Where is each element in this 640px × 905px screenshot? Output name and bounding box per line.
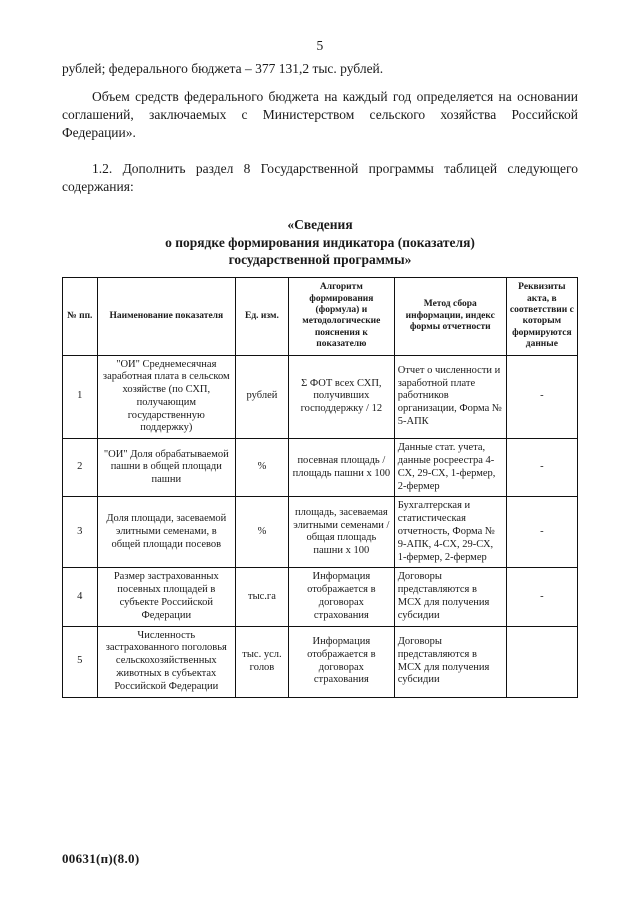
cell-unit: тыс.га	[236, 568, 289, 626]
cell-number: 3	[63, 497, 98, 568]
table-header-number: № пп.	[63, 278, 98, 355]
cell-requisites: -	[506, 497, 577, 568]
cell-indicator-name: "ОИ" Доля обрабатываемой пашни в общей площади пашни	[97, 439, 235, 497]
table-header-indicator-name: Наименование показателя	[97, 278, 235, 355]
paragraph-budget-continuation: рублей; федерального бюджета – 377 131,2 тыс. рублей.	[62, 61, 384, 76]
table-row	[63, 355, 578, 439]
cell-number: 5	[63, 626, 98, 697]
page-number: 5	[316, 38, 324, 53]
table-row	[63, 497, 578, 568]
cell-unit: тыс. усл. голов	[236, 626, 289, 697]
cell-method: Бухгалтерская и статистическая отчетность, Форма № 9-АПК, 4-СХ, 29-СХ, 1-фермер, 2-фермер	[394, 497, 506, 568]
cell-indicator-name: Доля площади, засеваемой элитными семенами, в общей площади посевов	[97, 497, 235, 568]
cell-method: Отчет о численности и заработной плате работников организации, Форма № 5-АПК	[394, 355, 506, 439]
cell-unit: %	[236, 497, 289, 568]
table-row	[63, 626, 578, 697]
cell-requisites: -	[506, 568, 577, 626]
paragraph-federal-funds: Объем средств федерального бюджета на каждый год определяется на основании соглашений, заключаемых с Министерством сельского хозяйства Российской Федерации».	[62, 88, 578, 140]
cell-algorithm: площадь, засеваемая элитными семенами / общая площадь пашни х 100	[288, 497, 394, 568]
cell-algorithm: посевная площадь / площадь пашни х 100	[288, 439, 394, 497]
table-row	[63, 439, 578, 497]
cell-algorithm: Информация отображается в договорах страхования	[288, 626, 394, 697]
table-header-requisites: Реквизиты акта, в соответствии с которым формируются данные	[506, 278, 577, 355]
cell-method: Данные стат. учета, данные росреестра 4-СХ, 29-СХ, 1-фермер, 2-фермер	[394, 439, 506, 497]
cell-indicator-name: Размер застрахованных посевных площадей в субъекте Российской Федерации	[97, 568, 235, 626]
cell-method: Договоры представляются в МСХ для получения субсидии	[394, 568, 506, 626]
cell-requisites: -	[506, 355, 577, 439]
cell-method: Договоры представляются в МСХ для получения субсидии	[394, 626, 506, 697]
cell-number: 1	[63, 355, 98, 439]
table-header-unit: Ед. изм.	[236, 278, 289, 355]
cell-number: 2	[63, 439, 98, 497]
table-title	[62, 216, 578, 269]
table-title-line-2: о порядке формирования индикатора (показателя)	[165, 234, 475, 250]
cell-indicator-name: Численность застрахованного поголовья сельскохозяйственных животных в субъектах Российской Федерации	[97, 626, 235, 697]
cell-number: 4	[63, 568, 98, 626]
indicators-table	[62, 277, 578, 697]
paragraph-amendment-item: 1.2. Дополнить раздел 8 Государственной программы таблицей следующего содержания:	[62, 160, 578, 194]
table-header-algorithm: Алгоритм формирования (формула) и методологические пояснения к показателю	[288, 278, 394, 355]
table-row	[63, 568, 578, 626]
table-title-line-1: «Сведения	[287, 216, 353, 232]
cell-algorithm: Σ ФОТ всех СХП, получивших господдержку / 12	[288, 355, 394, 439]
cell-requisites	[506, 626, 577, 697]
document-footer-code: 00631(п)(8.0)	[62, 851, 140, 866]
table-title-line-3: государственной программы»	[228, 252, 412, 268]
cell-unit: рублей	[236, 355, 289, 439]
cell-unit: %	[236, 439, 289, 497]
table-header-method: Метод сбора информации, индекс формы отчетности	[394, 278, 506, 355]
cell-algorithm: Информация отображается в договорах страхования	[288, 568, 394, 626]
cell-requisites: -	[506, 439, 577, 497]
table-header-row	[63, 278, 578, 355]
cell-indicator-name: "ОИ" Среднемесячная заработная плата в сельском хозяйстве (по СХП, получающим государственную поддержку)	[97, 355, 235, 439]
